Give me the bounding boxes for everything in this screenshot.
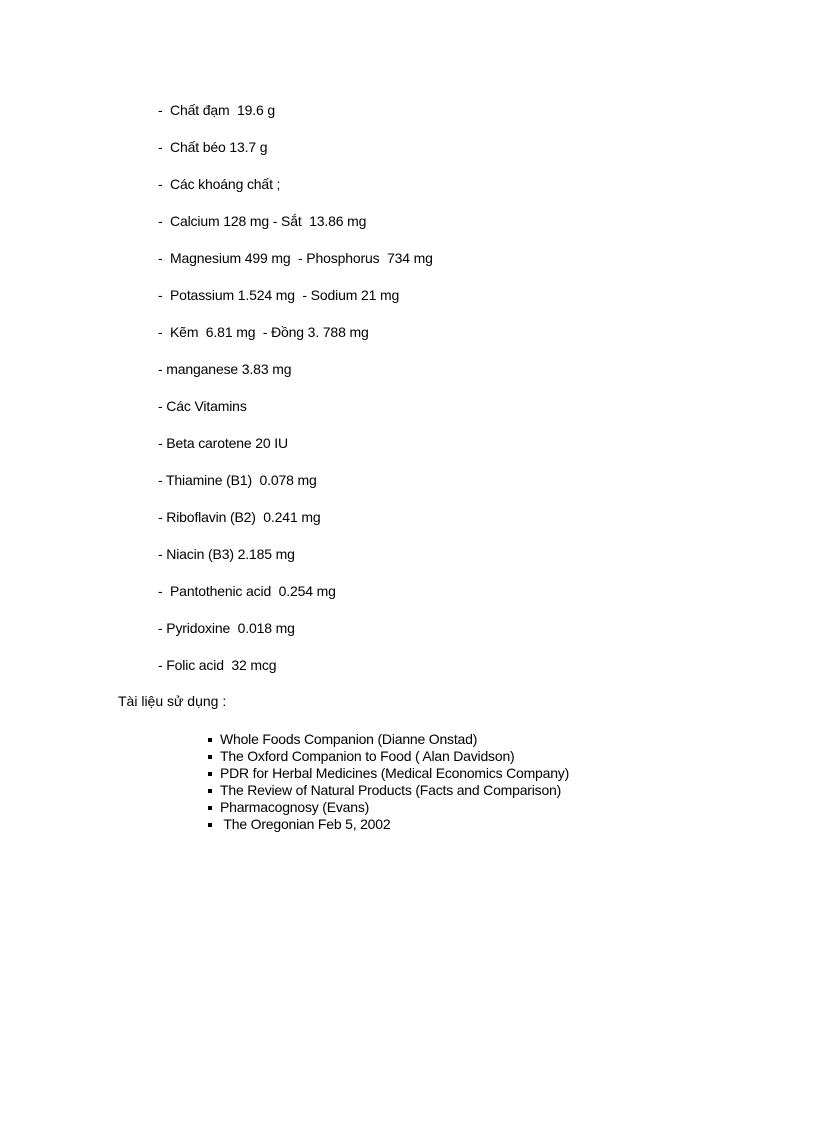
reference-text: The Oxford Companion to Food ( Alan Davidson) — [220, 748, 515, 764]
reference-text: The Review of Natural Products (Facts and Comparison) — [220, 782, 562, 798]
reference-item — [206, 816, 569, 833]
reference-item — [206, 799, 569, 816]
nutrient-line: - Các Vitamins — [158, 398, 247, 414]
nutrient-line: - Kẽm 6.81 mg - Đồng 3. 788 mg — [158, 324, 369, 340]
square-bullet-icon — [208, 738, 212, 742]
square-bullet-icon — [208, 755, 212, 759]
nutrient-line: - Magnesium 499 mg - Phosphorus 734 mg — [158, 250, 433, 266]
nutrient-line: - Calcium 128 mg - Sắt 13.86 mg — [158, 213, 367, 229]
reference-text: PDR for Herbal Medicines (Medical Economics Company) — [220, 765, 570, 781]
reference-item — [206, 748, 569, 765]
nutrient-list — [158, 100, 433, 692]
nutrient-line: - Chất đạm 19.6 g — [158, 102, 275, 118]
references-list — [206, 731, 569, 833]
square-bullet-icon — [208, 823, 212, 827]
reference-text: Whole Foods Companion (Dianne Onstad) — [220, 731, 478, 747]
nutrient-line: - Thiamine (B1) 0.078 mg — [158, 472, 317, 488]
nutrient-line: - manganese 3.83 mg — [158, 361, 292, 377]
square-bullet-icon — [208, 789, 212, 793]
square-bullet-icon — [208, 806, 212, 810]
reference-item — [206, 782, 569, 799]
nutrient-line: - Beta carotene 20 IU — [158, 435, 288, 451]
nutrient-line: - Các khoáng chất ; — [158, 176, 281, 192]
nutrient-line: - Folic acid 32 mcg — [158, 657, 277, 673]
nutrient-line: - Riboflavin (B2) 0.241 mg — [158, 509, 321, 525]
square-bullet-icon — [208, 772, 212, 776]
reference-text: Pharmacognosy (Evans) — [220, 799, 370, 815]
reference-text: The Oregonian Feb 5, 2002 — [220, 816, 391, 832]
reference-item — [206, 765, 569, 782]
reference-item — [206, 731, 569, 748]
nutrient-line: - Pantothenic acid 0.254 mg — [158, 583, 336, 599]
references-heading: Tài liệu sử dụng : — [118, 693, 227, 709]
nutrient-line: - Chất béo 13.7 g — [158, 139, 268, 155]
nutrient-line: - Niacin (B3) 2.185 mg — [158, 546, 295, 562]
nutrient-line: - Pyridoxine 0.018 mg — [158, 620, 295, 636]
nutrient-line: - Potassium 1.524 mg - Sodium 21 mg — [158, 287, 400, 303]
